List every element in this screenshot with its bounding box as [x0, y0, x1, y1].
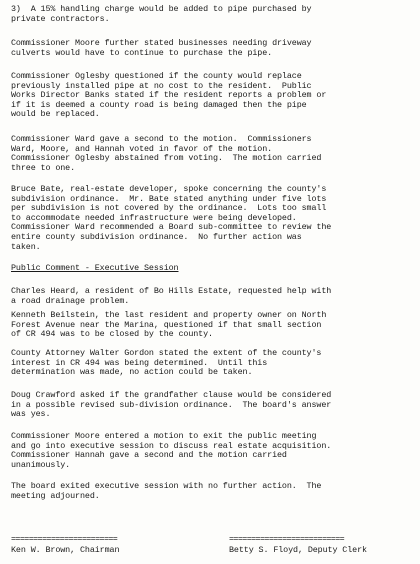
text-line: Kenneth Beilstein, the last resident and property owner on North	[11, 310, 327, 320]
text-line: was yes.	[11, 409, 51, 420]
paragraph-heard-drainage	[11, 287, 415, 306]
text-line: Bruce Bate, real-estate developer, spoke concerning the county's	[11, 184, 327, 194]
text-line: Ward, Moore, and Hannah voted in favor of the motion.	[11, 143, 273, 154]
paragraph-beilstein	[11, 311, 415, 340]
text-line: Doug Crawford asked if the grandfather clause would be considered	[11, 390, 332, 400]
text-line: Commissioner Moore further stated businesses needing driveway	[11, 38, 312, 48]
text-line: Commissioner Oglesby questioned if the county would replace	[11, 71, 302, 81]
paragraph-handling-charge	[11, 5, 415, 24]
text-line: Commissioner Ward gave a second to the motion. Commissioners	[11, 134, 312, 144]
text-line: a road drainage problem.	[11, 295, 130, 306]
text-line: culverts would have to continue to purchase the pipe.	[11, 47, 273, 58]
signature-clerk: Betty S. Floyd, Deputy Clerk	[229, 545, 367, 555]
paragraph-moore-culverts	[11, 39, 415, 58]
text-line: in a possible revised sub-division ordinance. The board's answer	[11, 399, 332, 410]
text-line: and go into executive session to discuss real estate acquisition.	[11, 440, 332, 451]
text-line: subdivision ordinance. Mr. Bate stated anything under five lots	[11, 193, 327, 204]
paragraph-gordon	[11, 349, 415, 378]
section-heading: Public Comment - Executive Session	[11, 263, 179, 273]
text-line: Commissioner Hannah gave a second and the motion carried	[11, 450, 287, 461]
paragraph-ward-vote	[11, 135, 415, 173]
text-line: entire county subdivision ordinance. No further action was	[11, 231, 302, 242]
paragraph-bate-subdivision	[11, 185, 415, 252]
paragraph-moore-motion	[11, 432, 415, 470]
text-line: interest in CR 494 was being determined. Until this	[11, 357, 268, 368]
text-line: County Attorney Walter Gordon stated the extent of the county's	[11, 348, 322, 358]
text-line: if it is deemed a county road is being damaged then the pipe	[11, 99, 307, 110]
text-line: meeting adjourned.	[11, 490, 100, 501]
text-line: 3) A 15% handling charge would be added to pipe purchased by	[11, 4, 312, 14]
text-line: taken.	[11, 241, 41, 252]
paragraph-oglesby-question	[11, 72, 415, 120]
text-line: Commissioner Moore entered a motion to exit the public meeting	[11, 431, 317, 441]
signature-line-chairman: ========================	[11, 534, 118, 544]
text-line: Commissioner Oglesby abstained from voting. The motion carried	[11, 153, 322, 164]
text-line: of CR 494 was to be closed by the county.	[11, 329, 213, 340]
text-line: previously installed pipe at no cost to the resident. Public	[11, 80, 312, 91]
text-line: to accommodate needed infrastructure were being developed.	[11, 212, 297, 223]
text-line: Commissioner Ward recommended a Board sub-committee to review the	[11, 222, 332, 233]
text-line: The board exited executive session with no further action. The	[11, 481, 322, 491]
text-line: Charles Heard, a resident of Bo Hills Estate, requested help with	[11, 286, 332, 296]
text-line: Works Director Banks stated if the resident reports a problem or	[11, 90, 327, 101]
text-line: determination was made, no action could be taken.	[11, 367, 253, 378]
text-line: three to one.	[11, 162, 76, 173]
text-line: would be replaced.	[11, 109, 100, 120]
text-line: unanimously.	[11, 459, 71, 470]
paragraph-crawford	[11, 391, 415, 420]
paragraph-adjourned	[11, 482, 415, 501]
text-line: private contractors.	[11, 13, 110, 24]
text-line: per subdivision is not covered by the ordinance. Lots too small	[11, 203, 327, 214]
text-line: Forest Avenue near the Marina, questioned if that small section	[11, 319, 322, 330]
signature-chairman: Ken W. Brown, Chairman	[11, 545, 120, 555]
signature-line-clerk: ==========================	[229, 534, 345, 544]
